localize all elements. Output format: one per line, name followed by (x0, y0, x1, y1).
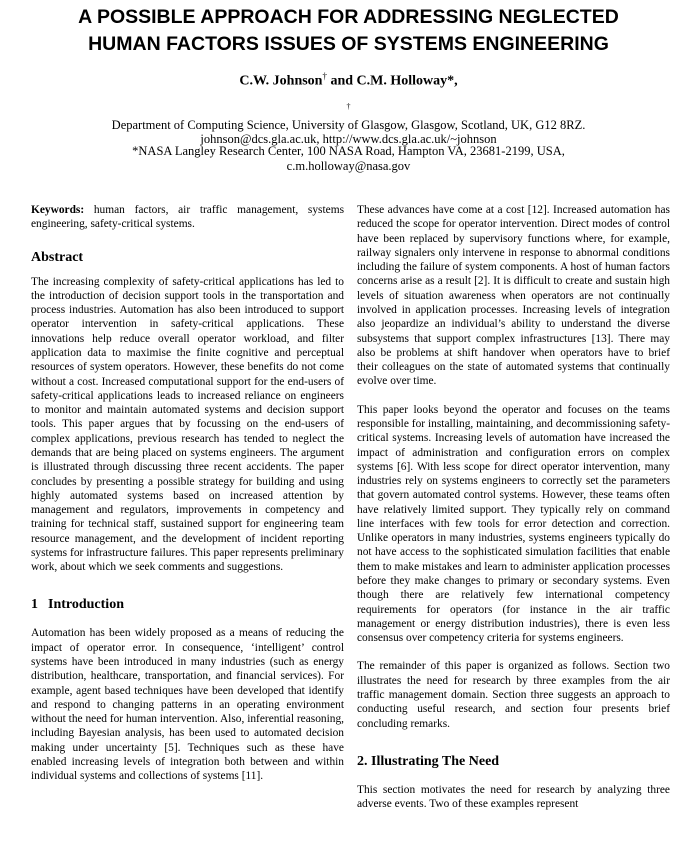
affiliation-nasa (0, 144, 697, 173)
introduction-heading (31, 596, 344, 614)
author-johnson: C.W. Johnson (239, 73, 323, 89)
affiliation-dagger-marker: † (346, 102, 351, 111)
intro-paragraph-1: Automation has been widely proposed as a means of reducing the impact of operator error. In consequence, ‘intelligent’ control systems have been introduced in many industries (such as energy distribution, healthcare, transportation, and financial services). For example, agent based techniques have been developed that identify and respond to changing patterns in an operating environment without the need for human intervention. Also, inferential reasoning, including Bayesian analysis, has been used to automated decision making under uncertainty [5]. Techniques such as these have enabled increasing levels of integration both between and within individual systems and collections of systems [11]. (31, 627, 344, 783)
affiliation-glasgow (0, 100, 697, 147)
intro-paragraph-4: The remainder of this paper is organized as follows. Section two illustrates the need for research by three examples from the air traffic management domain. Section three suggests an approach to conducting useful research, and section four presents brief concluding remarks. (357, 660, 670, 730)
author-connector: and (326, 73, 357, 89)
paper-title (0, 4, 697, 58)
title-line-1: A POSSIBLE APPROACH FOR ADDRESSING NEGLECTED (78, 6, 619, 28)
dagger-marker: † (322, 71, 327, 81)
abstract-text: The increasing complexity of safety-critical applications has led to the introduction of decision support tools in the transportation and process industries. Automation has also been introduced to support operator intervention in safety-critical applications. These innovations help reduce overall operator workload, and filter application data to maximise the finite cognitive and perceptual resources of system operators. However, these benefits do not come without a cost. Increased computational support for the end-users of safety-critical applications leads to increased reliance on engineers to monitor and maintain automated systems and decision support tools. This paper argues that by focussing on the end-users of complex applications, previous research has tended to neglect the demands that are being placed on systems engineers. The argument is illustrated through discussing three recent accidents. The paper concludes by presenting a possible strategy for building and using highly automated systems based on increased attention by management and regulators, improvements in competency and training for technical staff, sustained support for engineering team resource management, and the development of incident reporting systems for infrastructure failures. This paper represents preliminary work, about which we seek comments and suggestions. (31, 275, 344, 574)
illustrating-need-heading: 2. Illustrating The Need (357, 753, 500, 769)
affiliation-glasgow-line1: † Department of Computing Science, University of Glasgow, Glasgow, Scotland, UK, G12 8RZ. (111, 102, 586, 132)
left-column (31, 203, 344, 784)
section2-paragraph-1: This section motivates the need for research by analyzing three adverse events. Two of these examples represent (357, 783, 670, 811)
affiliation-nasa-line1: *NASA Langley Research Center, 100 NASA Road, Hampton VA, 23681-2199, USA, (132, 144, 565, 158)
intro-paragraph-2: These advances have come at a cost [12]. Increased automation has reduced the scope for operator intervention. Direct modes of control have been replaced by supervisory functions where, for example, railway signalers only intervene in response to abnormal conditions including the failure of system components. A host of human factors concerns arise as a result [2]. It is difficult to create and sustain high levels of situation awareness when operators are not continually involved in application processes. Increasing levels of integration also jeopardize an individual’s ability to understand the diverse subsystems that support complex infrastructures [13]. There may also be problems at shift handover when operators have to brief their colleagues on the state of automated systems that continually evolve over time. (357, 204, 670, 388)
section-title: Introduction (48, 597, 124, 613)
intro-paragraph-3: This paper looks beyond the operator and focuses on the teams responsible for installing, maintaining, and decommissioning safety-critical systems. Increasing levels of automation have increased the impact of administration and configuration errors on complex systems [6]. With less scope for direct operator intervention, many industries rely on systems engineers to correctly set the parameters that govern automated control systems. However, these teams often have relatively limited support. They typically rely on command line interfaces with few tools for error detection and correction. Unlike operators in many industries, systems engineers typically do not have access to the sophisticated simulation facilities that enable them to make mistakes and learn to administer application processes before they make changes to primary or secondary systems. Even though there are relatively few international competency requirements for operators (for instance in the air traffic management or energy distribution industries), there is even less consensus over competency criteria for systems engineers. (357, 403, 670, 645)
right-column (357, 203, 670, 811)
keywords-text: human factors, air traffic management, systems engineering, safety-critical systems. (31, 204, 344, 231)
affiliation-nasa-email: c.m.holloway@nasa.gov (286, 158, 411, 173)
author-holloway: C.M. Holloway*, (356, 73, 458, 89)
abstract-heading: Abstract (31, 249, 84, 265)
title-line-2: HUMAN FACTORS ISSUES OF SYSTEMS ENGINEERING (88, 33, 609, 55)
author-line (0, 67, 697, 91)
keywords-label: Keywords: (31, 204, 85, 216)
keywords (31, 203, 344, 232)
affiliation-glasgow-contact: johnson@dcs.gla.ac.uk, http://www.dcs.gla.ac.uk/~johnson (200, 132, 497, 147)
section-number: 1 (31, 597, 38, 613)
